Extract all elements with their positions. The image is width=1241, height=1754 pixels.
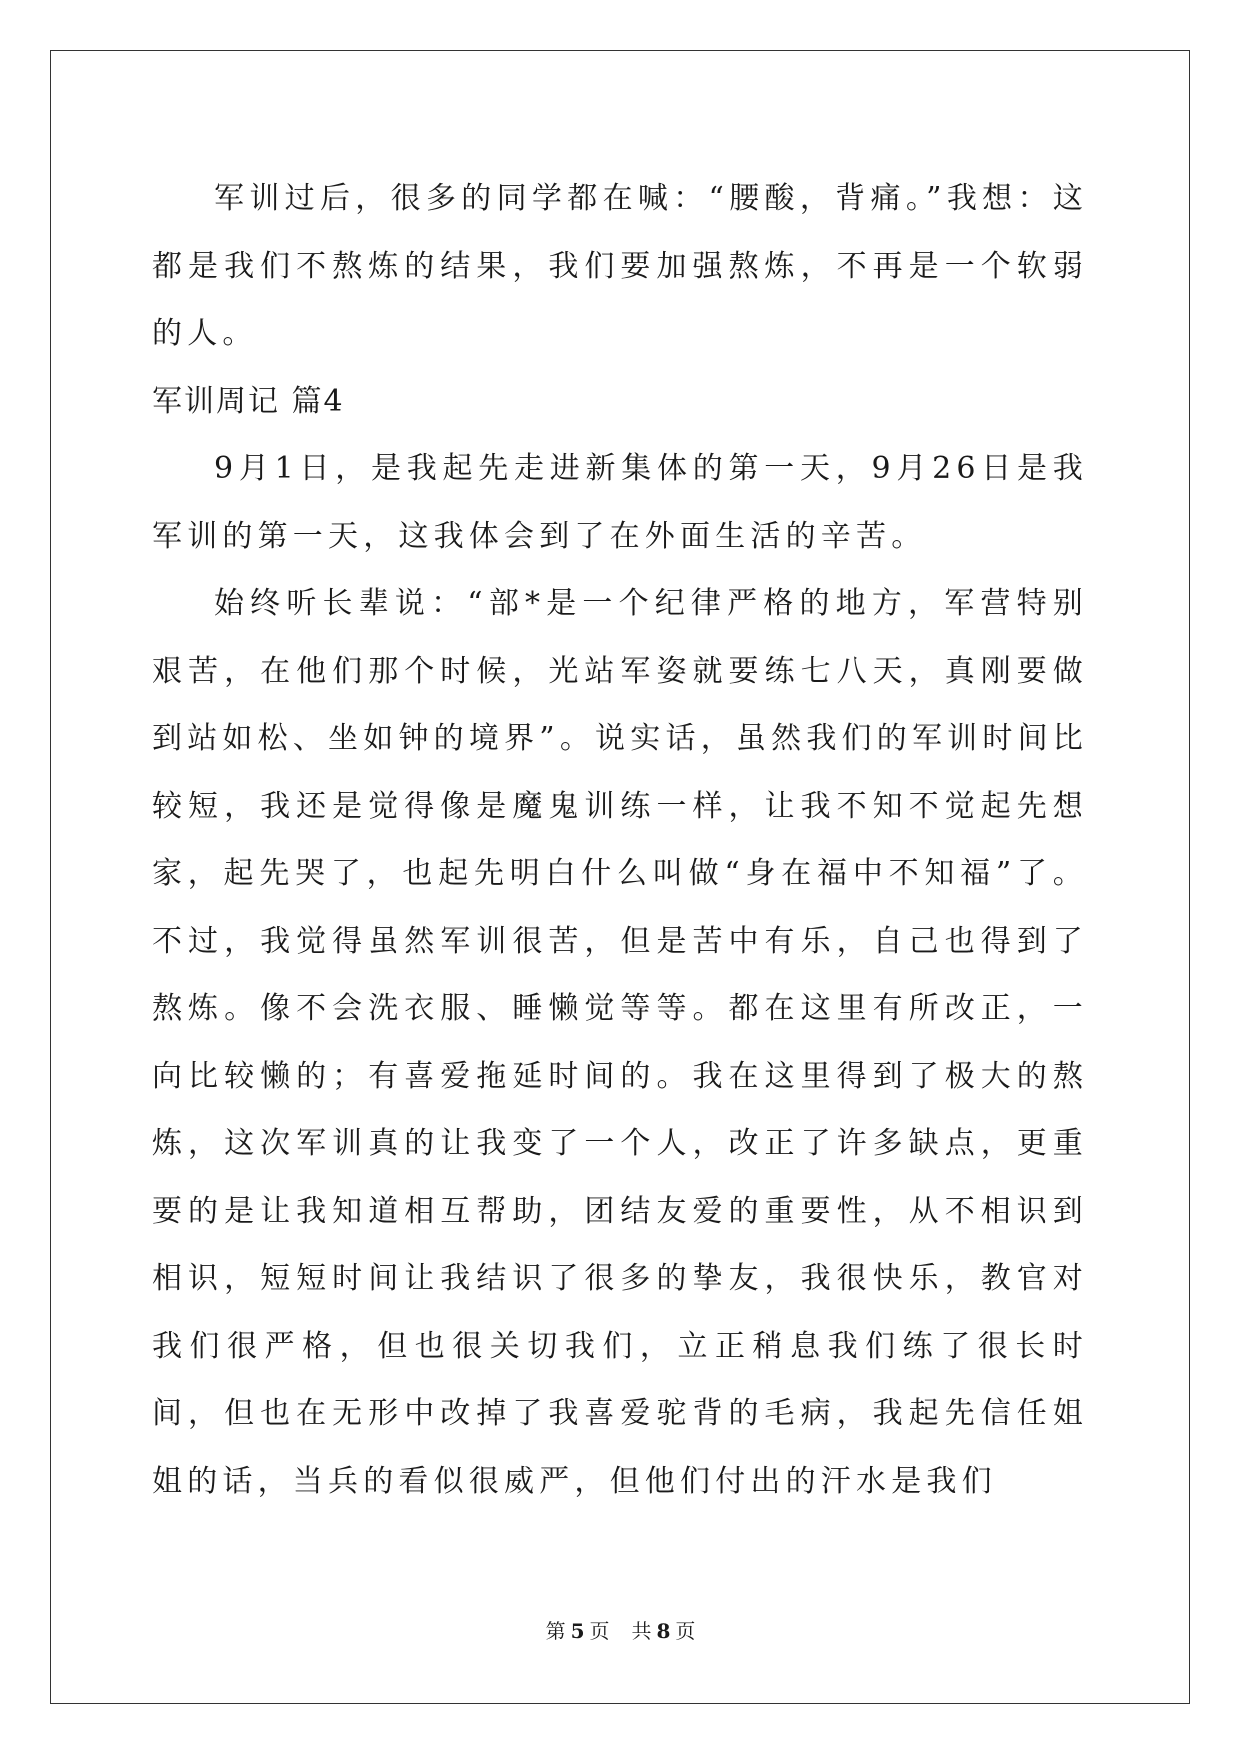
paragraph-first-day: 9月1日，是我起先走进新集体的第一天，9月26日是我军训的第一天，这我体会到了在外面生活的辛苦。	[152, 451, 1088, 554]
paragraph-intro-reflection: 军训过后，很多的同学都在喊：“腰酸，背痛。”我想：这都是我们不熬炼的结果，我们要加强熬炼，不再是一个软弱的人。	[152, 181, 1088, 351]
total-pages-number: 8	[656, 1619, 671, 1643]
paragraph-training-experience: 始终听长辈说：“部*是一个纪律严格的地方，军营特别艰苦，在他们那个时候，光站军姿就要练七八天，真刚要做到站如松、坐如钟的境界”。说实话，虽然我们的军训时间比较短，我还是觉得像是魔鬼训练一样，让我不知不觉起先想家，起先哭了，也起先明白什么叫做“身在福中不知福”了。不过，我觉得虽然军训很苦，但是苦中有乐，自己也得到了熬炼。像不会洗衣服、睡懒觉等等。都在这里有所改正，一向比较懒的；有喜爱拖延时间的。我在这里得到了极大的熬炼，这次军训真的让我变了一个人，改正了许多缺点，更重要的是让我知道相互帮助，团结友爱的重要性，从不相识到相识，短短时间让我结识了很多的挚友，我很快乐，教官对我们很严格，但也很关切我们，立正稍息我们练了很长时间，但也在无形中改掉了我喜爱驼背的毛病，我起先信任姐姐的话，当兵的看似很威严，但他们付出的汗水是我们	[152, 586, 1088, 1499]
total-prefix: 共	[631, 1619, 652, 1643]
document-body	[152, 165, 1088, 1515]
total-unit: 页	[675, 1619, 696, 1643]
section-heading: 军训周记 篇4	[152, 383, 345, 419]
page-footer	[0, 1615, 1241, 1644]
page-unit: 页	[589, 1619, 610, 1643]
current-page-number: 5	[570, 1619, 585, 1643]
page-prefix: 第	[545, 1619, 566, 1643]
